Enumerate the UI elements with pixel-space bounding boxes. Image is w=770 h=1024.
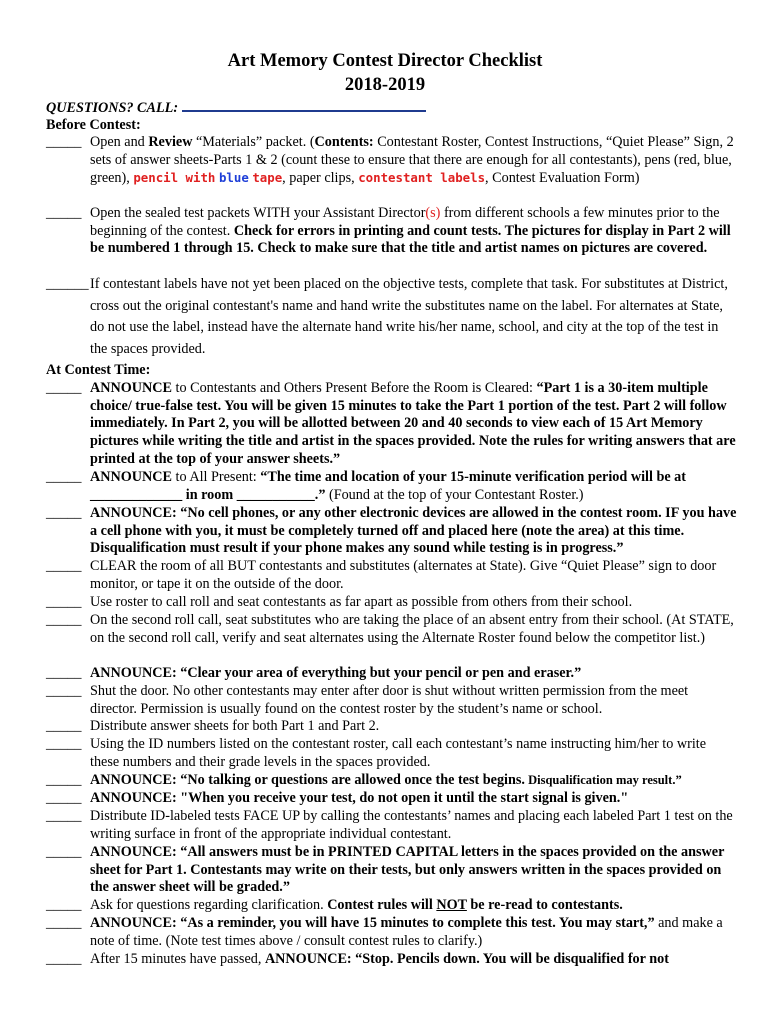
- phone-blank-line: [182, 96, 426, 112]
- item-text: After 15 minutes have passed, ANNOUNCE: “Stop. Pencils down. You will be disqualified for not: [90, 951, 669, 967]
- contestant-labels-label: contestant labels: [358, 170, 486, 186]
- checkbox-blank: ______: [46, 276, 89, 292]
- item-text: Distribute answer sheets for both Part 1 and Part 2.: [90, 718, 380, 734]
- item-text: ANNOUNCE: "When you receive your test, do not open it until the start signal is given.": [90, 790, 629, 806]
- checkbox-blank: _____: [46, 772, 82, 788]
- checkbox-blank: _____: [46, 469, 82, 485]
- checkbox-blank: _____: [46, 665, 82, 681]
- checkbox-blank: _____: [46, 505, 82, 521]
- checkbox-blank: _____: [46, 558, 82, 574]
- item-text: Open the sealed test packets WITH your Assistant Director(s) from different schools a few minutes prior to the beginning of the contest. Check for errors in printing and count tests. The pictures for display in Part 2 will be numbered 1 through 15. Check to make sure that the title and artist names on pictures are covered.: [90, 205, 731, 257]
- document-year: 2018-2019: [344, 75, 426, 95]
- item-text: Using the ID numbers listed on the contestant roster, call each contestant’s name instructing him/her to write these numbers and their grade levels in the spaces provided.: [90, 736, 707, 770]
- checkbox-blank: _____: [46, 736, 82, 752]
- checkbox-blank: _____: [46, 134, 82, 150]
- item-text: Shut the door. No other contestants may enter after door is shut without written permission from the meet director. Permission is usually found on the contest roster by the student’s name or school.: [90, 683, 689, 717]
- checkbox-blank: _____: [46, 844, 82, 860]
- checkbox-blank: _____: [46, 951, 82, 967]
- item-text: On the second roll call, seat substitutes who are taking the place of an absent entry from their school. (At STATE, on the second roll call, verify and seat alternates using the Alternate Roster found below the competitor list.): [90, 612, 734, 646]
- item-text: ANNOUNCE: “All answers must be in PRINTED CAPITAL letters in the spaces provided on the answer sheet for Part 1. Contestants may write on their tests, but only answers written in the spaces provided on the answer sheet will be graded.”: [90, 844, 725, 896]
- checkbox-blank: _____: [46, 380, 82, 396]
- questions-label: QUESTIONS? CALL:: [46, 100, 179, 116]
- document-title: Art Memory Contest Director Checklist: [227, 51, 543, 71]
- pencil-with-label: pencil with: [133, 170, 216, 186]
- item-text: CLEAR the room of all BUT contestants and substitutes (alternates at State). Give “Quiet Please” sign to door monitor, or tape it on the outside of the door.: [90, 558, 717, 592]
- item-text: ANNOUNCE: “No cell phones, or any other electronic devices are allowed in the contest room. IF you have a cell phone with you, it must be completely turned off and placed here (note the area) at this time. Disqualification must result if your phone makes any sound while testing is in progress.”: [90, 505, 737, 557]
- item-text: ANNOUNCE to Contestants and Others Present Before the Room is Cleared: “Part 1 is a 30-item multiple choice/ true-false test. You will be given 15 minutes to take the Part 1 portion of the test. Part 2 will follow immediately. In Part 2, you will be allotted between 20 and 40 seconds to view each of 15 Art Memory pictures while writing the title and artist in the spaces provided. Note the rules for writing answers that are printed at the top of your answer sheets.”: [90, 380, 736, 467]
- item-text: Open and Review “Materials” packet. (Contents: Contestant Roster, Contest Instructions, “Quiet Please” Sign, 2 sets of answer sheets-Parts 1 & 2 (count these to ensure that there are enough for all contestants), pens (red, blue, green), pencil with blue tape, paper clips, contestant labels, Contest Evaluation Form): [90, 134, 734, 187]
- checkbox-blank: _____: [46, 594, 82, 610]
- item-text: Ask for questions regarding clarification. Contest rules will NOT be re-read to contestants.: [90, 897, 623, 913]
- item-text: ANNOUNCE: “As a reminder, you will have 15 minutes to complete this test. You may start,” and make a note of time. (Note test times above / consult contest rules to clarify.): [90, 915, 723, 949]
- checkbox-blank: _____: [46, 897, 82, 913]
- checkbox-blank: _____: [46, 718, 82, 734]
- item-text: ANNOUNCE to All Present: “The time and location of your 15-minute verification period will be at _____________ in room ___________.” (Found at the top of your Contestant Roster.): [90, 469, 686, 503]
- checkbox-blank: _____: [46, 915, 82, 931]
- blue-label: blue: [218, 170, 249, 186]
- tape-label: tape: [252, 170, 283, 186]
- checkbox-blank: _____: [46, 808, 82, 824]
- item-text: ANNOUNCE: “No talking or questions are allowed once the test begins. Disqualification may result.”: [90, 772, 682, 788]
- section-before-contest: Before Contest:: [46, 117, 141, 133]
- questions-call-line: [46, 96, 426, 117]
- item-text: Use roster to call roll and seat contestants as far apart as possible from others from their school.: [90, 594, 633, 610]
- section-at-contest-time: At Contest Time:: [46, 362, 151, 378]
- checkbox-blank: _____: [46, 790, 82, 806]
- checkbox-blank: _____: [46, 612, 82, 628]
- checkbox-blank: _____: [46, 683, 82, 699]
- item-text: If contestant labels have not yet been placed on the objective tests, complete that task. For substitutes at District, cross out the original contestant's name and hand write the substitutes name on the label. For alternates at State, do not use the label, instead have the alternate hand write his/her name, school, and city at the top of the test in the spaces provided.: [90, 276, 728, 357]
- item-text: ANNOUNCE: “Clear your area of everything but your pencil or pen and eraser.”: [90, 665, 582, 681]
- item-text: Distribute ID-labeled tests FACE UP by calling the contestants’ names and placing each labeled Part 1 test on the writing surface in front of the appropriate individual contestant.: [90, 808, 733, 842]
- checkbox-blank: _____: [46, 205, 82, 221]
